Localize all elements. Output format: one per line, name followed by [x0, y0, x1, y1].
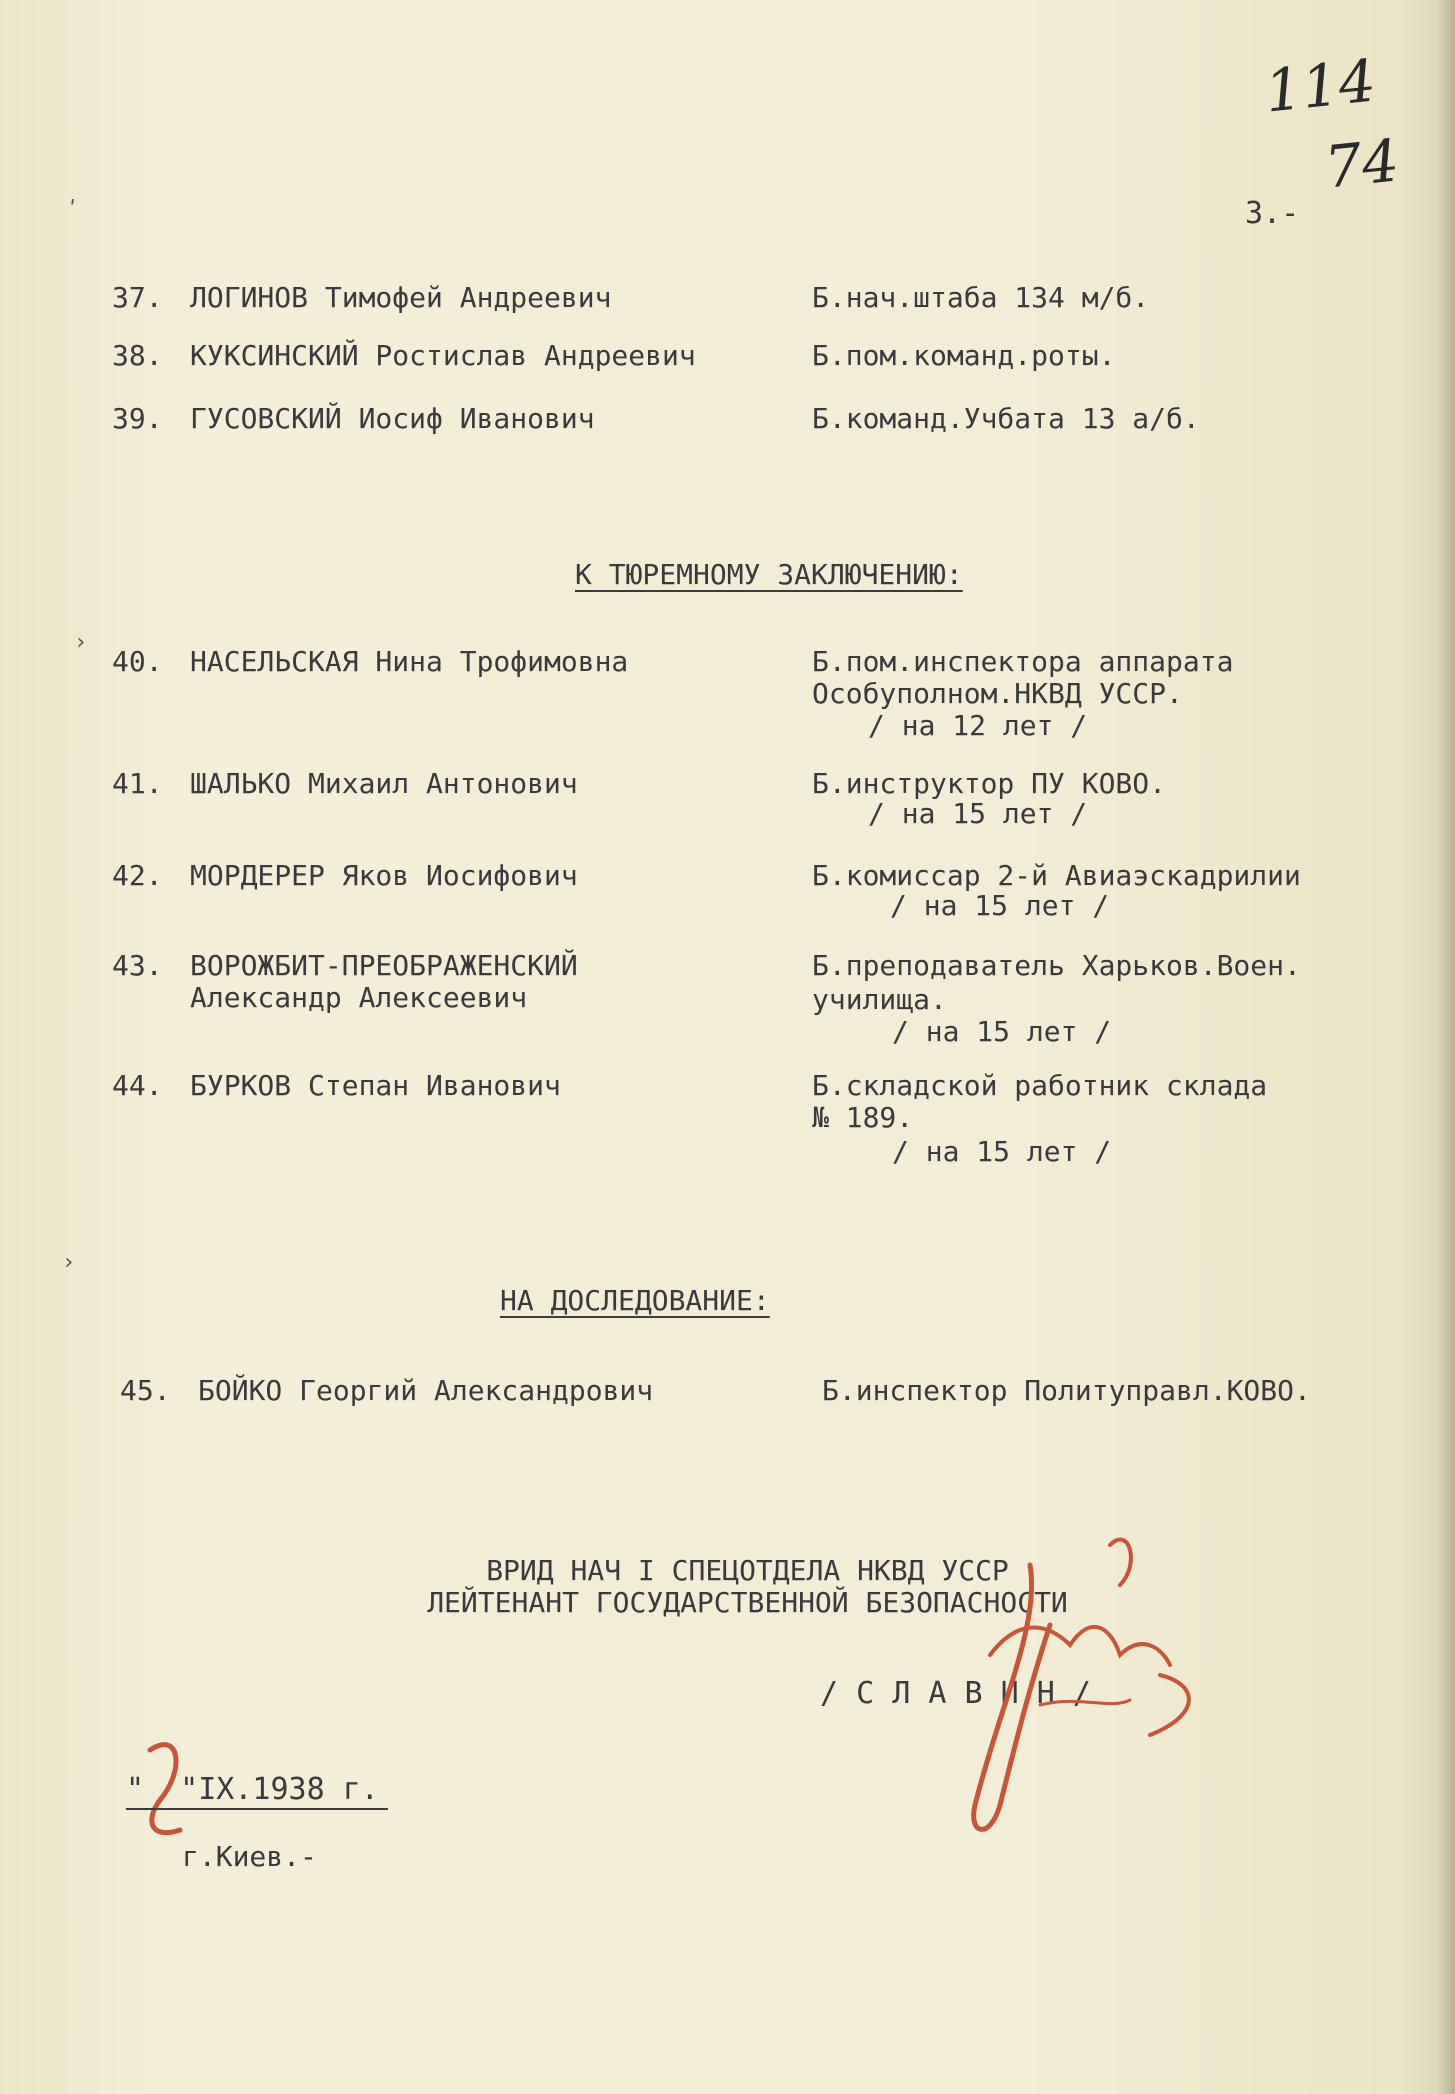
section-heading-prison: К ТЮРЕМНОМУ ЗАКЛЮЧЕНИЮ:: [575, 558, 963, 591]
signature-title-line2: ЛЕЙТЕНАНТ ГОСУДАРСТВЕННОЙ БЕЗОПАСНОСТИ: [427, 1586, 1068, 1619]
handwritten-signature: [880, 1505, 1220, 1855]
entry-number: 37.: [112, 281, 163, 314]
entry-number: 44.: [112, 1069, 163, 1102]
entry-name: КУКСИНСКИЙ Ростислав Андреевич: [190, 339, 696, 372]
entry-position-line: Б.складской работник склада: [812, 1069, 1268, 1102]
entry-position: Б.нач.штаба 134 м/б.: [812, 281, 1150, 314]
entry-name: ЛОГИНОВ Тимофей Андреевич: [190, 281, 612, 314]
entry-position-line: Особуполном.НКВД УССР.: [812, 677, 1183, 710]
entry-position-line: Б.пом.инспектора аппарата: [812, 645, 1234, 678]
section-heading-investigation: НА ДОСЛЕДОВАНИЕ:: [500, 1284, 770, 1317]
entry-name: БОЙКО Георгий Александрович: [198, 1374, 654, 1407]
signature-title-line1: ВРИД НАЧ I СПЕЦОТДЕЛА НКВД УССР: [486, 1554, 1009, 1587]
entry-name-line: ВОРОЖБИТ-ПРЕОБРАЖЕНСКИЙ: [190, 949, 578, 982]
entry-term: / на 12 лет /: [868, 709, 1088, 742]
entry-term: / на 15 лет /: [868, 797, 1088, 830]
entry-number: 41.: [112, 767, 163, 800]
entry-number: 45.: [120, 1374, 171, 1407]
handwritten-second-number: 74: [1321, 126, 1403, 202]
entry-number: 43.: [112, 949, 163, 982]
entry-number: 42.: [112, 859, 163, 892]
entry-position: Б.пом.команд.роты.: [812, 339, 1116, 372]
entry-number: 39.: [112, 402, 163, 435]
entry-number: 40.: [112, 645, 163, 678]
entry-position-line: Б.инструктор ПУ КОВО.: [812, 767, 1167, 800]
margin-mark: ʹ: [66, 198, 80, 223]
page-number: 3.-: [1245, 196, 1300, 231]
entry-term: / на 15 лет /: [892, 1015, 1112, 1048]
signatory-name: / С Л А В И Н /: [820, 1676, 1091, 1711]
entry-position: Б.команд.Учбата 13 а/б.: [812, 402, 1200, 435]
entry-position-line: Б.комиссар 2-й Авиаэскадрилии: [812, 859, 1301, 892]
handwritten-top-number: 114: [1261, 46, 1379, 126]
entry-position: Б.инспектор Политуправл.КОВО.: [822, 1374, 1311, 1407]
entry-term: / на 15 лет /: [892, 1135, 1112, 1168]
entry-name: ШАЛЬКО Михаил Антонович: [190, 767, 578, 800]
entry-name: НАСЕЛЬСКАЯ Нина Трофимовна: [190, 645, 629, 678]
entry-position-line: училища.: [812, 983, 947, 1016]
entry-name: БУРКОВ Степан Иванович: [190, 1069, 561, 1102]
entry-number: 38.: [112, 339, 163, 372]
entry-name: МОРДЕРЕР Яков Иосифович: [190, 859, 578, 892]
document-date: " "IX.1938 г.: [126, 1772, 379, 1807]
page-edge-shadow: [1437, 0, 1455, 2094]
entry-name: ГУСОВСКИЙ Иосиф Иванович: [190, 402, 595, 435]
entry-term: / на 15 лет /: [890, 889, 1110, 922]
document-city: г.Киев.-: [182, 1840, 317, 1873]
date-underline: [126, 1808, 388, 1810]
entry-position-line: № 189.: [812, 1101, 914, 1134]
margin-mark: ›: [62, 1250, 76, 1275]
entry-position-line: Б.преподаватель Харьков.Воен.: [812, 949, 1301, 982]
entry-name-line: Александр Алексеевич: [190, 981, 528, 1014]
margin-mark: ›: [74, 630, 88, 655]
